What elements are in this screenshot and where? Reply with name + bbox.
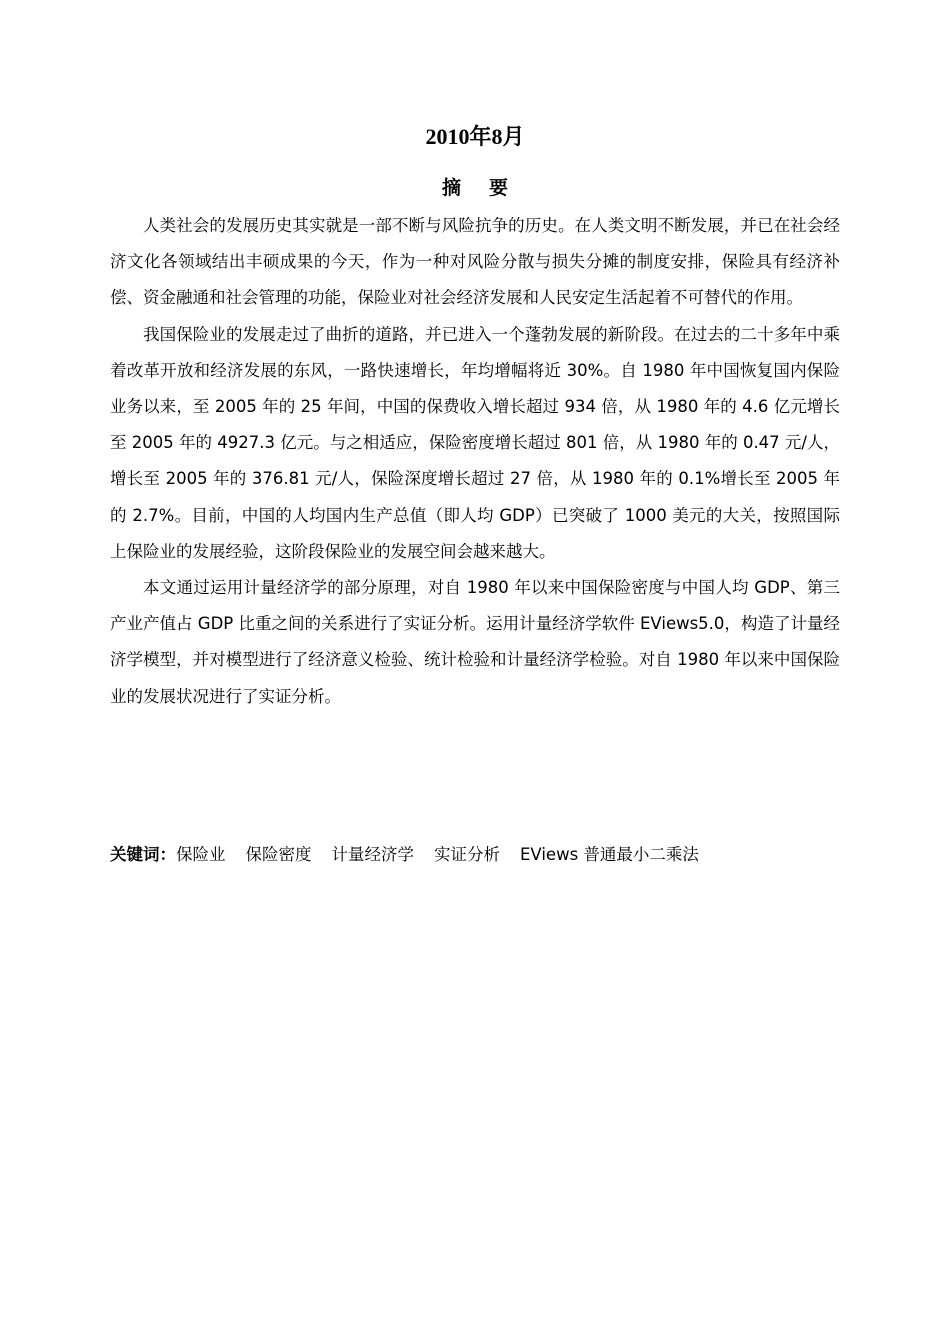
keywords-line [110, 840, 840, 870]
abstract-heading-char-2: 要 [489, 177, 509, 199]
keywords-label: 关键词： [110, 845, 176, 864]
abstract-body [110, 208, 840, 715]
abstract-paragraph-3: 本文通过运用计量经济学的部分原理，对自 1980 年以来中国保险密度与中国人均 GDP、第三产业产值占 GDP 比重之间的关系进行了实证分析。运用计量经济学软件 EViews5.0，构造了计量经济学模型，并对模型进行了经济意义检验、统计检验和计量经济学检验。对自 1980 年以来中国保险业的发展状况进行了实证分析。 [110, 578, 840, 706]
abstract-paragraph-2: 我国保险业的发展走过了曲折的道路，并已进入一个蓬勃发展的新阶段。在过去的二十多年中乘着改革开放和经济发展的东风，一路快速增长，年均增幅将近 30%。自 1980 年中国恢复国内保险业务以来，至 2005 年的 25 年间，中国的保费收入增长超过 934 倍，从 1980 年的 4.6 亿元增长至 2005 年的 4927.3 亿元。与之相适应，保险密度增长超过 801 倍，从 1980 年的 0.47 元/人，增长至 2005 年的 376.81 元/人，保险深度增长超过 27 倍，从 1980 年的 0.1%增长至 2005 年的 2.7%。目前，中国的人均国内生产总值（即人均 GDP）已突破了 1000 美元的大关，按照国际上保险业的发展经验，这阶段保险业的发展空间会越来越大。 [110, 324, 840, 561]
keyword-item: 实证分析 [434, 845, 500, 864]
abstract-heading-char-1: 摘 [441, 177, 461, 199]
document-date: 2010年8月 [425, 124, 525, 149]
keyword-item: 保险业 [176, 845, 226, 864]
abstract-paragraph-1: 人类社会的发展历史其实就是一部不断与风险抗争的历史。在人类文明不断发展，并已在社会经济文化各领域结出丰硕成果的今天，作为一种对风险分散与损失分摊的制度安排，保险具有经济补偿、资金融通和社会管理的功能，保险业对社会经济发展和人民安定生活起着不可替代的作用。 [110, 216, 840, 308]
keyword-item: 保险密度 [245, 845, 312, 864]
keyword-item: EViews 普通最小二乘法 [520, 845, 699, 864]
abstract-heading [0, 174, 950, 202]
keyword-item: 计量经济学 [331, 845, 414, 864]
